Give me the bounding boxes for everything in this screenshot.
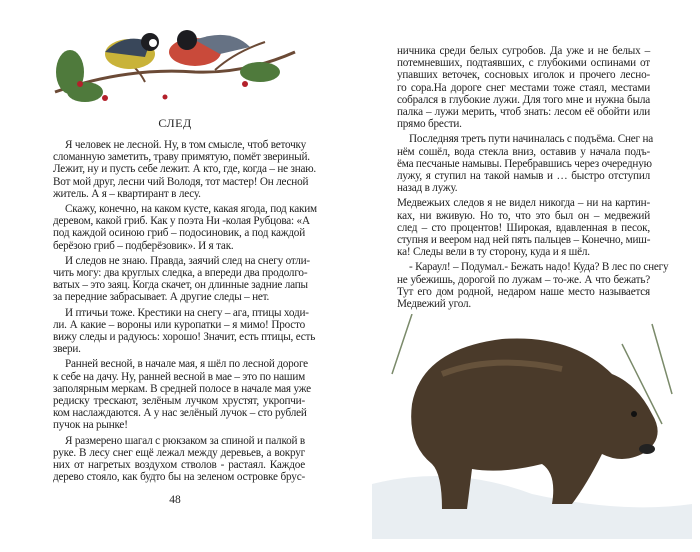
text-line: И следов не знаю. Правда, заячий след на снегу отли-: [65, 254, 310, 267]
text-line: под каждой осиною гриб – подосиновик, а под каждой: [53, 227, 305, 240]
paragraph: [53, 139, 316, 200]
paragraph: [53, 203, 317, 252]
text-line: собрался в глубокие лужи. Для того мне и нужна была: [397, 93, 650, 106]
text-line: Тут его дом родной, недаром наше место называется: [397, 285, 650, 298]
paragraph: [397, 197, 650, 258]
bear-illustration: [372, 314, 692, 539]
text-line: лужу, я ступил на такой намыв и … быстро отступил: [397, 170, 650, 183]
birds-illustration: [45, 12, 305, 110]
text-line: Последняя треть пути начиналась с подъёма. Снег на: [409, 133, 654, 146]
paragraph: [53, 358, 311, 432]
text-line: ватых – это заяц. Когда скачет, он длинные задние лапы: [53, 279, 308, 292]
text-line: след – сто процентов! Широкая, вдавленная в песок,: [397, 221, 650, 234]
text-line: берёзою гриб – подберёзовик». И я так.: [53, 239, 234, 252]
text-line: Медвежий угол.: [397, 298, 471, 311]
text-line: назад в лужу.: [397, 182, 458, 195]
text-line: заполярным меркам. В средней полосе в начале мая уже: [53, 382, 311, 395]
text-line: ком наслаждаются. А у нас зелёный лучок – сто рублей: [53, 407, 307, 420]
text-line: Я размерено шагал с рюкзаком за спиной и палкой в: [65, 434, 305, 447]
text-line: чить могу: два круглых следка, а впереди два продолго-: [53, 267, 308, 280]
paragraph: [53, 306, 316, 356]
text-line: житель. А я – квартирант в лесу.: [53, 187, 201, 200]
paragraph: [397, 261, 669, 311]
text-line: го сора.На дороге снег местами тоже стаял, местами: [397, 81, 650, 94]
text-line: деревом, какой гриб. Как у поэта Ни -колая Рубцова: «А: [53, 215, 310, 228]
text-line: Скажу, конечно, на каком кусте, какая ягода, под каким: [65, 203, 317, 216]
page-number: 48: [169, 494, 181, 506]
right-page-text: [397, 45, 669, 313]
text-line: упавших веточек, сосновых иголок и прочего лесно-: [397, 69, 650, 82]
paragraph: [53, 435, 305, 484]
text-line: ступня и веером над ней пять пальцев – Конечно, миш-: [397, 234, 651, 247]
right-page: [350, 0, 700, 552]
text-line: потемневших, подтаявших, с глубокими оспинами от: [397, 57, 650, 70]
text-line: Лежит, ну и пусть себе лежит. А кто, где, когда – не знаю.: [53, 163, 316, 176]
paragraph: [397, 133, 654, 195]
text-line: них от нагретых воздухом стволов - растаял. Каждое: [53, 459, 305, 472]
text-line: пучок на рынке!: [53, 419, 128, 432]
text-line: ничника среди белых сугробов. Да уже и не белых –: [397, 45, 650, 57]
text-line: И птичьи тоже. Крестики на снегу – ага, птицы ходи-: [65, 306, 309, 319]
text-line: дерево стояло, как будто бы на зеленом островке брус-: [53, 471, 305, 484]
text-line: за передние забрасывает. А другие следы – нет.: [53, 291, 270, 304]
text-line: не убежишь, дорогой по лужам – то-же. А что бежать?: [397, 273, 650, 286]
text-line: руке. В лесу снег ещё лежал между деревьев, а вокруг: [53, 446, 305, 459]
text-line: Медвежьих следов я не видел никогда – ни на картин-: [397, 197, 650, 210]
left-page-text: [53, 139, 317, 486]
text-line: редиску трескают, зелёным лучком хрустят, укропчи-: [53, 395, 305, 408]
text-line: вижу следы и радуюсь: хорошо! Значит, есть птицы, есть: [53, 331, 316, 344]
text-line: к себе на дачу. Ну, ранней весной в мае – это по нашим: [53, 370, 305, 383]
text-line: ли. А какие – вороны или куропатки – я мимо! Просто: [53, 318, 305, 331]
paragraph: [53, 254, 310, 304]
text-line: Я человек не лесной. Ну, в том смысле, чтоб веточку: [65, 139, 307, 151]
text-line: ках, ни вживую. Но то, что это был он – медвежий: [397, 209, 650, 222]
text-line: Ранней весной, в начале мая, я шёл по лесной дороге: [65, 358, 308, 371]
text-line: нём сошёл, вода стекла вниз, оставив у начала подъ-: [397, 145, 650, 158]
text-line: Вот мой друг, лесни чий Володя, тот мастер! Он лесной: [53, 175, 309, 188]
text-line: сломанную заметить, траву примятую, помёт звериный.: [53, 151, 310, 164]
text-line: звери.: [53, 343, 81, 356]
paragraph: [397, 45, 650, 130]
text-line: прямо брести.: [397, 118, 462, 131]
text-line: палка – лужи мерить, чтоб знать: лесом её обойти или: [397, 106, 650, 119]
text-line: ка! Следы вели в ту сторону, куда и я шёл.: [397, 246, 590, 259]
text-line: ёма песчаные намывы. Перебравшись через очередную: [397, 157, 652, 170]
chapter-title: СЛЕД: [158, 116, 192, 130]
text-line: - Караул! – Подумал.- Бежать надо! Куда? В лес по снегу: [409, 261, 669, 274]
